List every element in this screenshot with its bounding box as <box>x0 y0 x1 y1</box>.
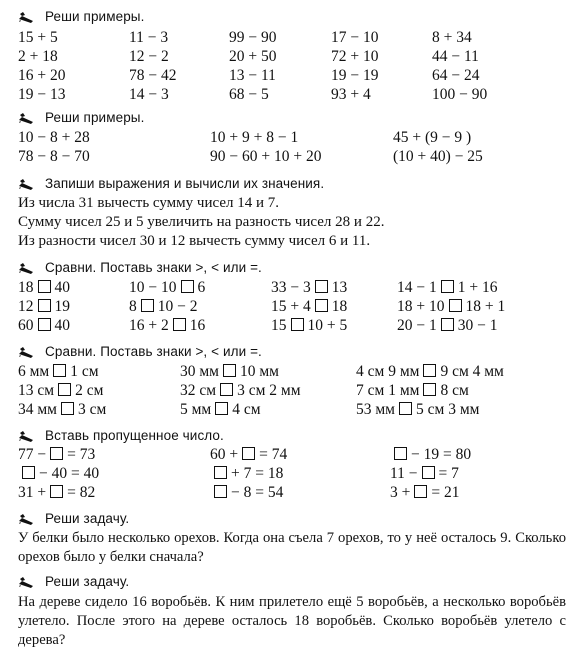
compare-row <box>0 278 580 297</box>
task-heading-text: Сравни. Поставь знаки >, < или =. <box>45 260 262 275</box>
answer-box[interactable] <box>414 485 427 498</box>
task-6-heading <box>18 428 224 444</box>
example: (10 + 40) − 25 <box>393 148 483 165</box>
compare-item: 30 мм 10 мм <box>180 363 279 380</box>
compare-item: 53 мм 5 см 3 мм <box>356 401 480 418</box>
missing-number-row <box>0 445 580 464</box>
example: 14 − 3 <box>129 86 169 103</box>
answer-box[interactable] <box>399 402 412 415</box>
compare-item: 32 см 3 см 2 мм <box>180 382 301 399</box>
pencil-icon <box>18 576 36 588</box>
answer-box[interactable] <box>38 318 51 331</box>
example: 20 + 50 <box>229 48 277 65</box>
compare-item: 18 40 <box>18 279 70 296</box>
task-4-heading <box>18 260 262 276</box>
pencil-icon <box>18 430 36 442</box>
compare-item: 18 + 10 18 + 1 <box>397 298 506 315</box>
example: 78 − 42 <box>129 67 177 84</box>
missing-item: + 7 = 18 <box>210 464 283 483</box>
pencil-icon <box>18 178 36 190</box>
compare-item: 8 10 − 2 <box>129 298 198 315</box>
example: 19 − 13 <box>18 86 66 103</box>
example: 15 + 5 <box>18 29 58 46</box>
answer-box[interactable] <box>214 485 227 498</box>
word-problem-text: На дереве сидело 16 воробьёв. К ним прилетело ещё 5 воробьёв, а несколько воробьёв улетело. После этого на дереве осталось 18 воробьёв. Сколько воробьёв улетело с дерева? <box>18 594 566 648</box>
task-5-heading <box>18 344 262 360</box>
compare-item: 34 мм 3 см <box>18 401 107 418</box>
missing-item: 77 − = 73 <box>18 446 96 463</box>
task-heading-text: Вставь пропущенное число. <box>45 428 224 443</box>
example: 16 + 20 <box>18 67 66 84</box>
answer-box[interactable] <box>315 299 328 312</box>
example: 12 − 2 <box>129 48 169 65</box>
answer-box[interactable] <box>22 466 35 479</box>
missing-item: − 8 = 54 <box>210 483 283 502</box>
answer-box[interactable] <box>315 280 328 293</box>
example: 17 − 10 <box>331 29 379 46</box>
task-7-heading <box>18 511 129 527</box>
compare-row <box>0 297 580 316</box>
compare-row <box>0 381 580 400</box>
compare-row <box>0 362 580 381</box>
answer-box[interactable] <box>58 383 71 396</box>
task-line: Сумму чисел 25 и 5 увеличить на разность чисел 28 и 22. <box>18 214 385 230</box>
example: 10 + 9 + 8 − 1 <box>210 129 299 146</box>
compare-item: 15 10 + 5 <box>271 317 348 334</box>
answer-box[interactable] <box>53 364 66 377</box>
answer-box[interactable] <box>50 447 63 460</box>
example: 2 + 18 <box>18 48 58 65</box>
answer-box[interactable] <box>449 299 462 312</box>
task-line: Из числа 31 вычесть сумму чисел 14 и 7. <box>18 195 279 211</box>
example-row <box>0 66 580 85</box>
compare-item: 60 40 <box>18 317 70 334</box>
example: 10 − 8 + 28 <box>18 129 90 146</box>
missing-number-row <box>0 483 580 502</box>
example: 13 − 11 <box>229 67 276 84</box>
answer-box[interactable] <box>423 364 436 377</box>
compare-item: 4 см 9 мм 9 см 4 мм <box>356 363 504 380</box>
answer-box[interactable] <box>223 364 236 377</box>
answer-box[interactable] <box>423 383 436 396</box>
task-2-heading <box>18 110 144 126</box>
pencil-icon <box>18 513 36 525</box>
compare-item: 10 − 10 6 <box>129 279 206 296</box>
task-heading-text: Реши задачу. <box>45 511 130 526</box>
pencil-icon <box>18 262 36 274</box>
missing-item: 60 + = 74 <box>210 446 288 463</box>
missing-item: − 40 = 40 <box>18 464 99 483</box>
pencil-icon <box>18 346 36 358</box>
answer-box[interactable] <box>61 402 74 415</box>
example: 90 − 60 + 10 + 20 <box>210 148 322 165</box>
answer-box[interactable] <box>291 318 304 331</box>
example-row <box>0 128 580 147</box>
answer-box[interactable] <box>181 280 194 293</box>
answer-box[interactable] <box>173 318 186 331</box>
missing-number-row <box>0 464 580 483</box>
task-8-heading <box>18 574 129 590</box>
missing-item: − 19 = 80 <box>390 445 471 464</box>
answer-box[interactable] <box>141 299 154 312</box>
missing-item: 31 + = 82 <box>18 484 96 501</box>
compare-row <box>0 400 580 419</box>
example: 64 − 24 <box>432 67 480 84</box>
missing-item: 11 − = 7 <box>390 465 459 482</box>
example: 11 − 3 <box>129 29 169 46</box>
example: 45 + (9 − 9 ) <box>393 129 472 146</box>
compare-item: 6 мм 1 см <box>18 363 99 380</box>
compare-item: 13 см 2 см <box>18 382 104 399</box>
example: 19 − 19 <box>331 67 379 84</box>
example: 99 − 90 <box>229 29 277 46</box>
task-heading-text: Реши примеры. <box>45 110 145 125</box>
pencil-icon <box>18 112 36 124</box>
answer-box[interactable] <box>38 280 51 293</box>
answer-box[interactable] <box>441 318 454 331</box>
pencil-icon <box>18 11 36 23</box>
missing-item: 3 + = 21 <box>390 484 460 501</box>
task-heading-text: Реши задачу. <box>45 574 130 589</box>
answer-box[interactable] <box>220 383 233 396</box>
example: 93 + 4 <box>331 86 371 103</box>
answer-box[interactable] <box>422 466 435 479</box>
compare-item: 33 − 3 13 <box>271 279 348 296</box>
example-row <box>0 85 580 104</box>
example: 100 − 90 <box>432 86 488 103</box>
answer-box[interactable] <box>242 447 255 460</box>
example-row <box>0 147 580 166</box>
word-problem-text: У белки было несколько орехов. Когда она съела 7 орехов, то у неё осталось 9. Сколько орехов было у белки сначала? <box>18 530 566 565</box>
answer-box[interactable] <box>50 485 63 498</box>
compare-item: 12 19 <box>18 298 70 315</box>
task-1-heading <box>18 9 144 25</box>
task-3-heading <box>18 176 324 192</box>
answer-box[interactable] <box>214 466 227 479</box>
answer-box[interactable] <box>394 447 407 460</box>
compare-item: 7 см 1 мм 8 см <box>356 382 469 399</box>
compare-item: 20 − 1 30 − 1 <box>397 317 498 334</box>
example-row <box>0 28 580 47</box>
example: 68 − 5 <box>229 86 269 103</box>
compare-item: 5 мм 4 см <box>180 401 261 418</box>
answer-box[interactable] <box>441 280 454 293</box>
task-heading-text: Запиши выражения и вычисли их значения. <box>45 176 325 191</box>
compare-item: 16 + 2 16 <box>129 317 206 334</box>
compare-item: 15 + 4 18 <box>271 298 348 315</box>
example: 44 − 11 <box>432 48 479 65</box>
example: 72 + 10 <box>331 48 379 65</box>
example: 78 − 8 − 70 <box>18 148 90 165</box>
answer-box[interactable] <box>38 299 51 312</box>
answer-box[interactable] <box>215 402 228 415</box>
compare-row <box>0 316 580 335</box>
example: 8 + 34 <box>432 29 472 46</box>
task-line: Из разности чисел 30 и 12 вычесть сумму чисел 6 и 11. <box>18 233 371 249</box>
example-row <box>0 47 580 66</box>
task-heading-text: Реши примеры. <box>45 9 145 24</box>
task-heading-text: Сравни. Поставь знаки >, < или =. <box>45 344 262 359</box>
compare-item: 14 − 1 1 + 16 <box>397 279 498 296</box>
